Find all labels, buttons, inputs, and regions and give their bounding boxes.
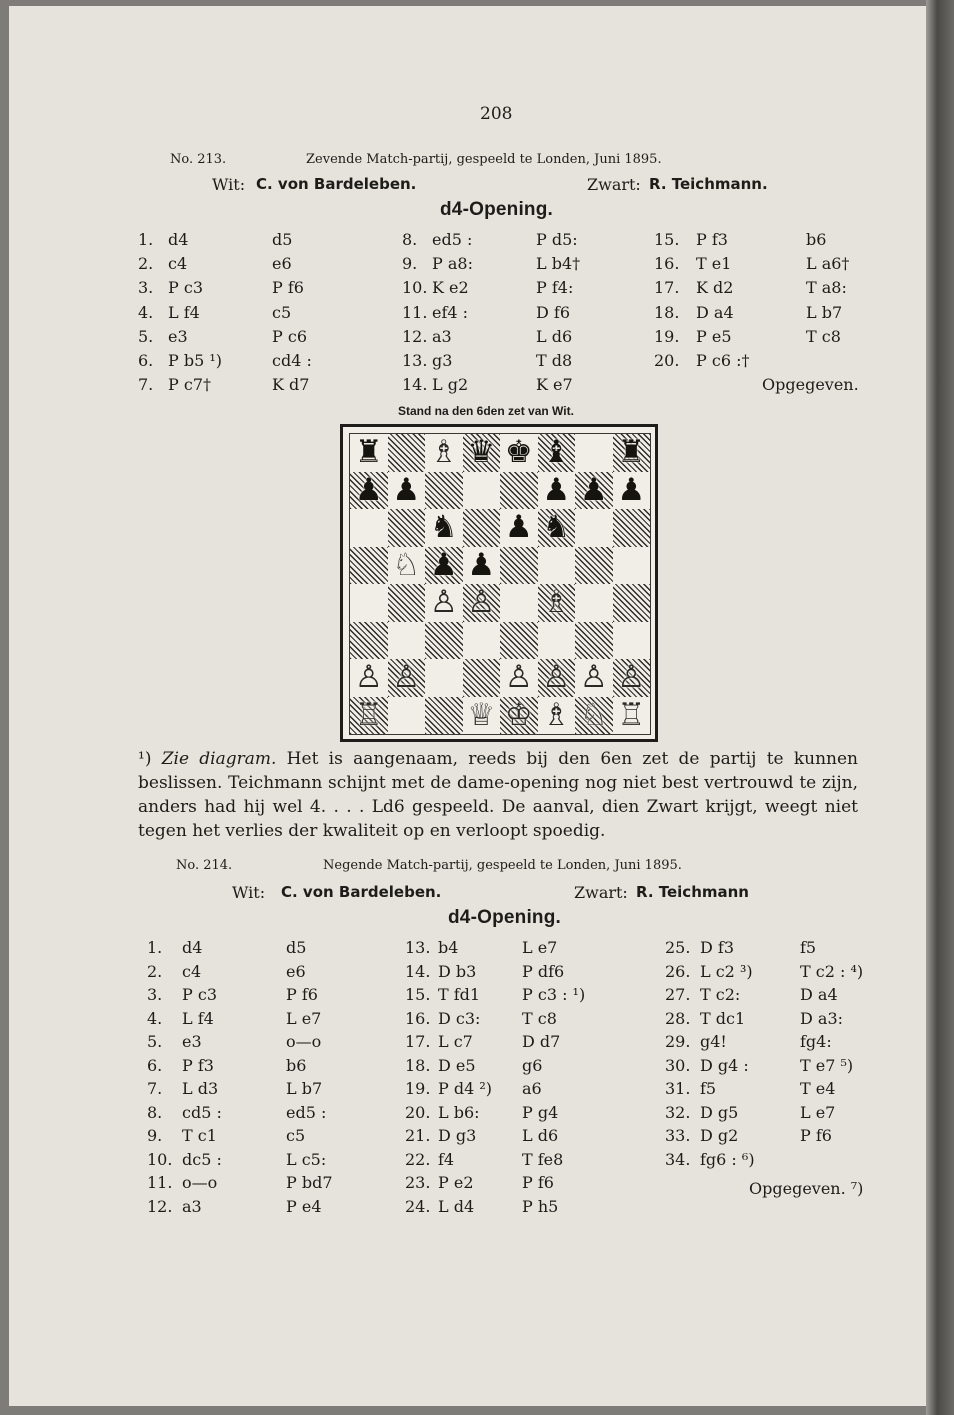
move-number: 5. bbox=[138, 326, 154, 346]
black-move: T c2 : ⁴) bbox=[800, 961, 864, 981]
white-move: L g2 bbox=[432, 375, 469, 395]
white-bishop-icon: ♗ bbox=[542, 696, 571, 733]
board-square bbox=[500, 697, 538, 735]
move-number: 2. bbox=[138, 254, 154, 274]
board-square bbox=[538, 547, 576, 585]
white-knight-icon: ♘ bbox=[579, 696, 608, 733]
white-move: P c7† bbox=[168, 375, 211, 395]
board-square bbox=[575, 509, 613, 547]
black-move: P f4: bbox=[536, 278, 574, 298]
move-number: 13. bbox=[405, 938, 431, 957]
opening-title: d4-Opening. bbox=[448, 907, 562, 928]
board-square bbox=[463, 622, 501, 660]
board-square bbox=[613, 622, 651, 660]
white-label: Wit: bbox=[232, 883, 266, 902]
black-move: T fe8 bbox=[522, 1149, 564, 1169]
black-move: L d6 bbox=[522, 1126, 559, 1145]
move-number: 5. bbox=[147, 1032, 163, 1051]
white-move: P f3 bbox=[696, 230, 728, 249]
board-square bbox=[575, 659, 613, 697]
board-square bbox=[350, 584, 388, 622]
white-queen-icon: ♕ bbox=[467, 696, 496, 733]
white-move: g4! bbox=[700, 1032, 727, 1051]
move-number: 15. bbox=[654, 230, 680, 249]
white-move: D c3: bbox=[438, 1008, 481, 1028]
black-move: e6 bbox=[286, 961, 306, 981]
white-move: L f4 bbox=[168, 302, 200, 322]
black-move: cd4 : bbox=[272, 351, 312, 370]
white-move: L f4 bbox=[182, 1008, 214, 1028]
white-pawn-icon: ♙ bbox=[354, 659, 383, 696]
black-knight-icon: ♞ bbox=[542, 509, 571, 546]
white-pawn-icon: ♙ bbox=[617, 659, 646, 696]
black-move: T e7 ⁵) bbox=[800, 1055, 854, 1075]
white-move: D e5 bbox=[438, 1055, 476, 1075]
move-number: 7. bbox=[147, 1079, 163, 1098]
move-number: 23. bbox=[405, 1173, 431, 1192]
white-move: c4 bbox=[182, 961, 202, 981]
board-square bbox=[538, 434, 576, 472]
black-move: L a6† bbox=[806, 254, 850, 274]
game-title: Negende Match-partij, gespeeld te Londen, Juni 1895. bbox=[323, 858, 682, 873]
board-square bbox=[613, 434, 651, 472]
board-square bbox=[425, 472, 463, 510]
board-square bbox=[350, 622, 388, 660]
white-move: P c3 bbox=[168, 278, 203, 298]
board-square bbox=[538, 659, 576, 697]
board-square bbox=[613, 697, 651, 735]
black-move: D f6 bbox=[536, 302, 571, 322]
game-result: Opgegeven. ⁷) bbox=[749, 1179, 864, 1198]
board-square bbox=[575, 584, 613, 622]
board-square bbox=[575, 472, 613, 510]
white-player-name: C. von Bardeleben. bbox=[281, 883, 442, 901]
board-square bbox=[575, 547, 613, 585]
move-number: 34. bbox=[665, 1149, 691, 1169]
white-bishop-icon: ♗ bbox=[542, 584, 571, 621]
white-rook-icon: ♖ bbox=[617, 696, 646, 733]
black-move: P f6 bbox=[286, 985, 318, 1004]
black-move: D d7 bbox=[522, 1032, 561, 1051]
move-number: 15. bbox=[405, 985, 431, 1004]
footnote-1 bbox=[138, 747, 858, 843]
move-number: 12. bbox=[147, 1196, 173, 1216]
footnote-text: Het is aangenaam, reeds bij den 6en zet de partij te kunnen beslissen. Teichmann schijnt met de dame-opening nog niet best vertrouwd te zijn, anders had hij wel 4. . . . Ld6 gespeeld. De aanval, dien Zwart krijgt, weegt niet tegen het verlies der kwaliteit op en verloopt spoedig. bbox=[138, 749, 858, 841]
move-number: 17. bbox=[405, 1032, 431, 1051]
black-king-icon: ♚ bbox=[504, 434, 533, 471]
move-number: 6. bbox=[147, 1055, 163, 1075]
white-move: P e2 bbox=[438, 1173, 474, 1192]
board-square bbox=[500, 659, 538, 697]
white-move: D g3 bbox=[438, 1126, 477, 1145]
white-move: d4 bbox=[182, 938, 203, 957]
black-pawn-icon: ♟ bbox=[354, 471, 383, 508]
move-number: 9. bbox=[147, 1126, 163, 1145]
move-number: 30. bbox=[665, 1055, 691, 1075]
white-pawn-icon: ♙ bbox=[429, 584, 458, 621]
black-move: P f6 bbox=[800, 1126, 832, 1145]
white-bishop-icon: ♗ bbox=[429, 434, 458, 471]
black-move: d5 bbox=[272, 230, 293, 249]
board-square bbox=[350, 659, 388, 697]
game-number: No. 213. bbox=[170, 152, 227, 167]
black-move: d5 bbox=[286, 938, 307, 957]
board-square bbox=[463, 509, 501, 547]
white-rook-icon: ♖ bbox=[354, 696, 383, 733]
board-square bbox=[463, 434, 501, 472]
board-square bbox=[500, 622, 538, 660]
board-square bbox=[575, 622, 613, 660]
white-move: b4 bbox=[438, 938, 459, 957]
board-square bbox=[425, 584, 463, 622]
black-rook-icon: ♜ bbox=[617, 434, 646, 471]
white-king-icon: ♔ bbox=[504, 696, 533, 733]
black-knight-icon: ♞ bbox=[429, 509, 458, 546]
board-square bbox=[425, 547, 463, 585]
move-number: 26. bbox=[665, 961, 691, 981]
white-player bbox=[281, 882, 441, 901]
white-move: P e5 bbox=[696, 326, 732, 346]
move-number: 13. bbox=[402, 351, 428, 370]
board-square bbox=[500, 472, 538, 510]
white-move: T dc1 bbox=[700, 1008, 746, 1028]
board-square bbox=[613, 472, 651, 510]
white-move: L c7 bbox=[438, 1032, 473, 1051]
move-number: 6. bbox=[138, 351, 154, 370]
board-square bbox=[388, 547, 426, 585]
board-square bbox=[463, 659, 501, 697]
board-square bbox=[575, 697, 613, 735]
move-number: 28. bbox=[665, 1008, 691, 1028]
black-move: T a8: bbox=[806, 278, 847, 298]
white-move: L d3 bbox=[182, 1079, 219, 1098]
black-move: b6 bbox=[286, 1055, 307, 1075]
black-move: P g4 bbox=[522, 1102, 559, 1122]
board-square bbox=[538, 472, 576, 510]
white-move: a3 bbox=[182, 1196, 202, 1216]
book-binding bbox=[926, 0, 954, 1415]
white-pawn-icon: ♙ bbox=[504, 659, 533, 696]
black-move: L e7 bbox=[522, 938, 558, 957]
white-move: D g5 bbox=[700, 1102, 739, 1122]
move-number: 10. bbox=[402, 278, 428, 298]
white-move: e3 bbox=[182, 1032, 202, 1051]
move-number: 16. bbox=[654, 254, 680, 274]
white-move: cd5 : bbox=[182, 1102, 222, 1122]
black-move: L e7 bbox=[286, 1008, 322, 1028]
white-move: D a4 bbox=[696, 302, 734, 322]
move-number: 16. bbox=[405, 1008, 431, 1028]
board-square bbox=[388, 584, 426, 622]
black-move: f5 bbox=[800, 938, 817, 957]
black-move: P h5 bbox=[522, 1196, 559, 1216]
move-number: 2. bbox=[147, 961, 163, 981]
white-move: P a8: bbox=[432, 254, 473, 274]
move-number: 27. bbox=[665, 985, 691, 1004]
board-square bbox=[388, 472, 426, 510]
move-number: 8. bbox=[147, 1102, 163, 1122]
black-move: K d7 bbox=[272, 375, 310, 395]
white-move: D b3 bbox=[438, 961, 477, 981]
white-move: P f3 bbox=[182, 1055, 214, 1075]
black-move: L d6 bbox=[536, 326, 573, 346]
white-move: c4 bbox=[168, 254, 188, 274]
move-number: 1. bbox=[147, 938, 163, 957]
game-title: Zevende Match-partij, gespeeld te Londen, Juni 1895. bbox=[306, 152, 662, 167]
black-move: b6 bbox=[806, 230, 827, 249]
white-move: D g2 bbox=[700, 1126, 739, 1145]
white-pawn-icon: ♙ bbox=[467, 584, 496, 621]
white-move: K e2 bbox=[432, 278, 469, 298]
white-move: f5 bbox=[700, 1079, 717, 1098]
chess-diagram bbox=[340, 424, 658, 742]
move-number: 11. bbox=[147, 1173, 173, 1192]
board-square bbox=[463, 547, 501, 585]
black-move: T e4 bbox=[800, 1079, 836, 1098]
board-square bbox=[350, 509, 388, 547]
board-square bbox=[500, 434, 538, 472]
black-move: P e4 bbox=[286, 1196, 322, 1216]
move-number: 1. bbox=[138, 230, 154, 249]
white-knight-icon: ♘ bbox=[392, 546, 421, 583]
white-move: ed5 : bbox=[432, 230, 473, 249]
black-player-name: R. Teichmann bbox=[636, 883, 749, 901]
black-move: P c3 : ¹) bbox=[522, 985, 586, 1004]
white-move: e3 bbox=[168, 326, 188, 346]
white-move: P c6 :† bbox=[696, 351, 750, 370]
board-square bbox=[425, 622, 463, 660]
move-number: 24. bbox=[405, 1196, 431, 1216]
black-move: P f6 bbox=[272, 278, 304, 298]
black-move: P d5: bbox=[536, 230, 578, 249]
black-move: c5 bbox=[286, 1126, 306, 1145]
board-square bbox=[613, 547, 651, 585]
board-square bbox=[575, 434, 613, 472]
move-number: 3. bbox=[147, 985, 163, 1004]
black-bishop-icon: ♝ bbox=[542, 434, 571, 471]
white-move: o—o bbox=[182, 1173, 218, 1192]
white-move: T fd1 bbox=[438, 985, 481, 1004]
black-move: L e7 bbox=[800, 1102, 836, 1122]
board-square bbox=[388, 697, 426, 735]
black-pawn-icon: ♟ bbox=[429, 546, 458, 583]
move-number: 18. bbox=[654, 302, 680, 322]
black-player-name: R. Teichmann. bbox=[649, 175, 768, 193]
white-pawn-icon: ♙ bbox=[542, 659, 571, 696]
black-move: a6 bbox=[522, 1079, 542, 1098]
white-move: D f3 bbox=[700, 938, 735, 957]
white-move: P b5 ¹) bbox=[168, 351, 223, 370]
chess-board bbox=[349, 433, 651, 735]
black-player bbox=[636, 882, 749, 901]
move-number: 22. bbox=[405, 1149, 431, 1169]
white-move: D g4 : bbox=[700, 1055, 749, 1075]
black-move: D a4 bbox=[800, 985, 838, 1004]
board-square bbox=[463, 697, 501, 735]
black-move: P df6 bbox=[522, 961, 565, 981]
white-move: T c1 bbox=[182, 1126, 217, 1145]
black-move: T d8 bbox=[536, 351, 573, 370]
board-square bbox=[463, 472, 501, 510]
move-number: 8. bbox=[402, 230, 418, 249]
white-move: g3 bbox=[432, 351, 453, 370]
black-move: fg4: bbox=[800, 1032, 832, 1051]
black-move: L b4† bbox=[536, 254, 581, 274]
white-move: P d4 ²) bbox=[438, 1079, 493, 1098]
game-result: Opgegeven. bbox=[762, 375, 859, 394]
white-player-name: C. von Bardeleben. bbox=[256, 175, 417, 193]
move-number: 20. bbox=[654, 351, 680, 370]
move-number: 4. bbox=[147, 1008, 163, 1028]
move-number: 7. bbox=[138, 375, 154, 395]
board-square bbox=[613, 509, 651, 547]
black-player bbox=[649, 174, 768, 193]
black-pawn-icon: ♟ bbox=[504, 509, 533, 546]
black-pawn-icon: ♟ bbox=[392, 471, 421, 508]
black-move: L b7 bbox=[806, 302, 843, 322]
move-number: 25. bbox=[665, 938, 691, 957]
black-move: o—o bbox=[286, 1032, 322, 1051]
black-move: D a3: bbox=[800, 1008, 844, 1028]
black-queen-icon: ♛ bbox=[467, 434, 496, 471]
black-pawn-icon: ♟ bbox=[467, 546, 496, 583]
move-number: 18. bbox=[405, 1055, 431, 1075]
white-move: dc5 : bbox=[182, 1149, 222, 1169]
board-square bbox=[538, 622, 576, 660]
board-square bbox=[500, 547, 538, 585]
board-square bbox=[388, 509, 426, 547]
black-move: ed5 : bbox=[286, 1102, 327, 1122]
white-player bbox=[256, 174, 416, 193]
black-move: L b7 bbox=[286, 1079, 323, 1098]
move-number: 10. bbox=[147, 1149, 173, 1169]
board-square bbox=[538, 509, 576, 547]
white-move: a3 bbox=[432, 326, 452, 346]
move-number: 19. bbox=[654, 326, 680, 346]
move-number: 11. bbox=[402, 302, 428, 322]
white-move: L d4 bbox=[438, 1196, 475, 1216]
opening-title: d4-Opening. bbox=[440, 199, 554, 220]
white-move: fg6 : ⁶) bbox=[700, 1149, 755, 1169]
board-square bbox=[350, 472, 388, 510]
black-rook-icon: ♜ bbox=[354, 434, 383, 471]
move-number: 14. bbox=[402, 375, 428, 395]
white-move: d4 bbox=[168, 230, 189, 249]
board-square bbox=[538, 584, 576, 622]
black-move: T c8 bbox=[806, 326, 841, 346]
board-square bbox=[350, 434, 388, 472]
white-move: L b6: bbox=[438, 1102, 480, 1122]
board-square bbox=[538, 697, 576, 735]
black-move: g6 bbox=[522, 1055, 543, 1075]
board-square bbox=[425, 659, 463, 697]
move-number: 19. bbox=[405, 1079, 431, 1098]
white-move: P c3 bbox=[182, 985, 217, 1004]
footnote-lead: Zie diagram. bbox=[161, 749, 277, 769]
board-square bbox=[613, 584, 651, 622]
game-number: No. 214. bbox=[176, 858, 233, 873]
move-number: 4. bbox=[138, 302, 154, 322]
move-number: 20. bbox=[405, 1102, 431, 1122]
move-number: 33. bbox=[665, 1126, 691, 1145]
board-square bbox=[388, 622, 426, 660]
move-number: 29. bbox=[665, 1032, 691, 1051]
board-square bbox=[425, 697, 463, 735]
white-move: T c2: bbox=[700, 985, 741, 1004]
board-square bbox=[425, 434, 463, 472]
black-label: Zwart: bbox=[587, 175, 641, 194]
white-move: L c2 ³) bbox=[700, 961, 753, 981]
board-square bbox=[388, 659, 426, 697]
move-number: 17. bbox=[654, 278, 680, 298]
black-move: T c8 bbox=[522, 1008, 557, 1028]
board-square bbox=[500, 584, 538, 622]
move-number: 21. bbox=[405, 1126, 431, 1145]
footnote-marker: ¹) bbox=[138, 749, 152, 769]
white-move: f4 bbox=[438, 1149, 455, 1169]
black-move: e6 bbox=[272, 254, 292, 274]
black-move: K e7 bbox=[536, 375, 573, 395]
black-pawn-icon: ♟ bbox=[542, 471, 571, 508]
black-move: c5 bbox=[272, 302, 292, 322]
white-label: Wit: bbox=[212, 175, 246, 194]
move-number: 32. bbox=[665, 1102, 691, 1122]
board-square bbox=[350, 547, 388, 585]
black-label: Zwart: bbox=[574, 883, 628, 902]
board-square bbox=[350, 697, 388, 735]
black-move: P c6 bbox=[272, 326, 307, 346]
board-square bbox=[613, 659, 651, 697]
black-pawn-icon: ♟ bbox=[617, 471, 646, 508]
move-number: 9. bbox=[402, 254, 418, 274]
diagram-caption: Stand na den 6den zet van Wit. bbox=[398, 404, 574, 418]
black-move: L c5: bbox=[286, 1149, 327, 1169]
move-number: 3. bbox=[138, 278, 154, 298]
board-square bbox=[463, 584, 501, 622]
move-number: 31. bbox=[665, 1079, 691, 1098]
board-square bbox=[388, 434, 426, 472]
white-move: T e1 bbox=[696, 254, 732, 274]
board-square bbox=[425, 509, 463, 547]
page-number: 208 bbox=[480, 104, 513, 124]
white-pawn-icon: ♙ bbox=[579, 659, 608, 696]
white-pawn-icon: ♙ bbox=[392, 659, 421, 696]
board-square bbox=[500, 509, 538, 547]
black-move: P bd7 bbox=[286, 1173, 333, 1192]
move-number: 14. bbox=[405, 961, 431, 981]
move-number: 12. bbox=[402, 326, 428, 346]
white-move: K d2 bbox=[696, 278, 734, 298]
black-move: P f6 bbox=[522, 1173, 554, 1192]
black-pawn-icon: ♟ bbox=[579, 471, 608, 508]
white-move: ef4 : bbox=[432, 302, 469, 322]
